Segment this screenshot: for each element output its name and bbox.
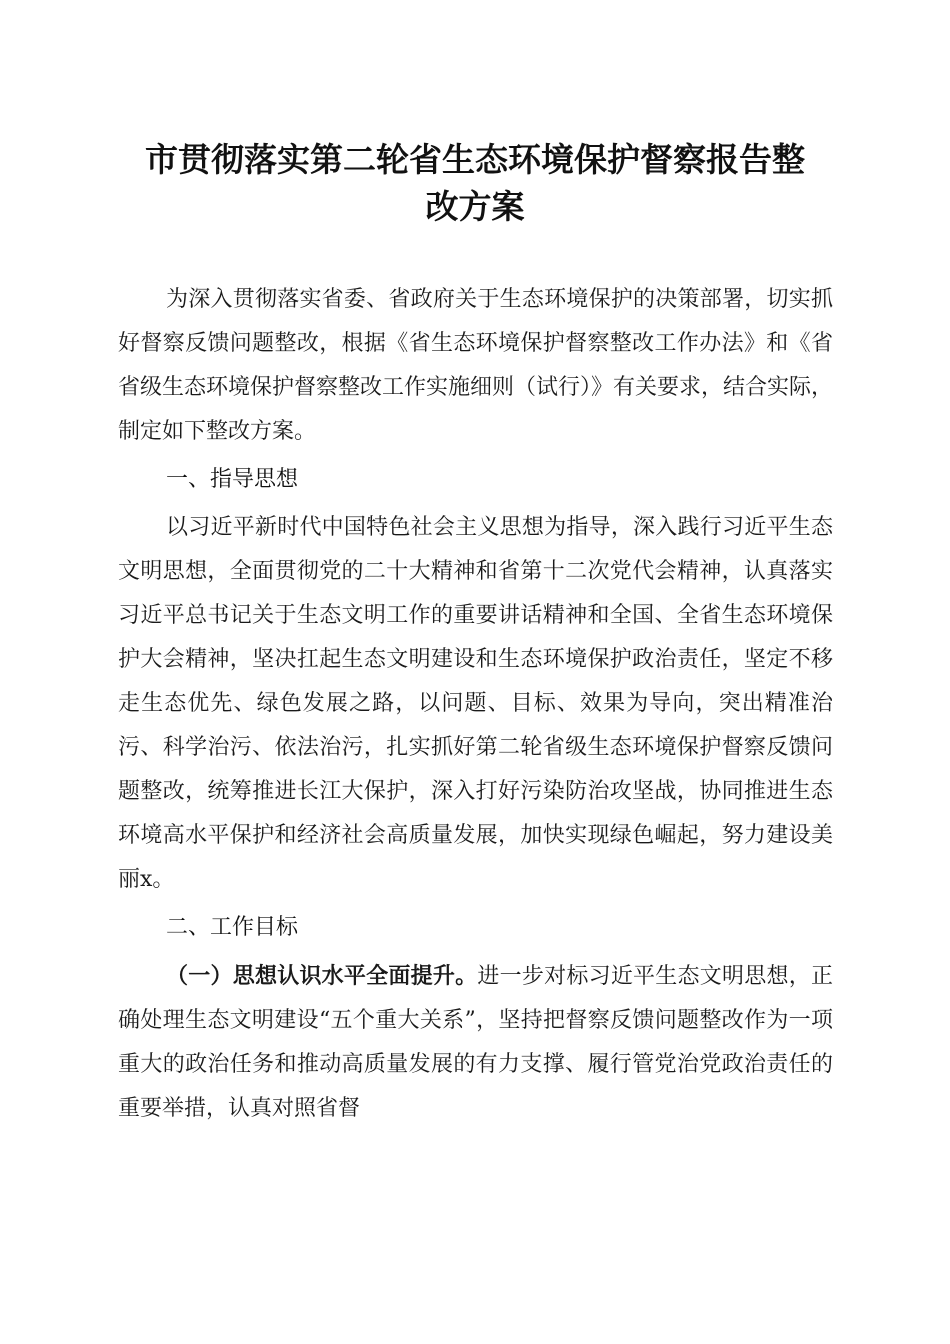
document-body: [118, 278, 833, 1131]
guiding-ideology-paragraph: 以习近平新时代中国特色社会主义思想为指导，深入践行习近平生态文明思想，全面贯彻党的二十大精神和省第十二次党代会精神，认真落实习近平总书记关于生态文明工作的重要讲话精神和全国、全省生态环境保护大会精神，坚决扛起生态文明建设和生态环境保护政治责任，坚定不移走生态优先、绿色发展之路，以问题、目标、效果为导向，突出精准治污、科学治污、依法治污，扎实抓好第二轮省级生态环境保护督察反馈问题整改，统筹推进长江大保护，深入打好污染防治攻坚战，协同推进生态环境高水平保护和经济社会高质量发展，加快实现绿色崛起，努力建设美丽x。: [118, 515, 833, 892]
intro-paragraph: 为深入贯彻落实省委、省政府关于生态环境保护的决策部署，切实抓好督察反馈问题整改，根据《省生态环境保护督察整改工作办法》和《省省级生态环境保护督察整改工作实施细则（试行）》有关要求，结合实际，制定如下整改方案。: [118, 287, 834, 444]
document-title: [100, 136, 850, 230]
document-title-line-1: 市贯彻落实第二轮省生态环境保护督察报告整: [145, 140, 805, 179]
objective-item-1-paragraph: [118, 954, 833, 1131]
document-title-line-2: 改方案: [425, 187, 525, 226]
objective-item-1-lead: （一）思想认识水平全面提升。: [166, 963, 478, 989]
section-heading-guiding-ideology: 一、指导思想: [166, 467, 299, 492]
section-heading-work-objectives: 二、工作目标: [166, 915, 299, 940]
objective-item-1-body: 进一步对标习近平生态文明思想，正确处理生态文明建设“五个重大关系”，坚持把督察反馈问题整改作为一项重大的政治任务和推动高质量发展的有力支撑、履行管党治党政治责任的重要举措，认真对照省督: [118, 964, 833, 1121]
